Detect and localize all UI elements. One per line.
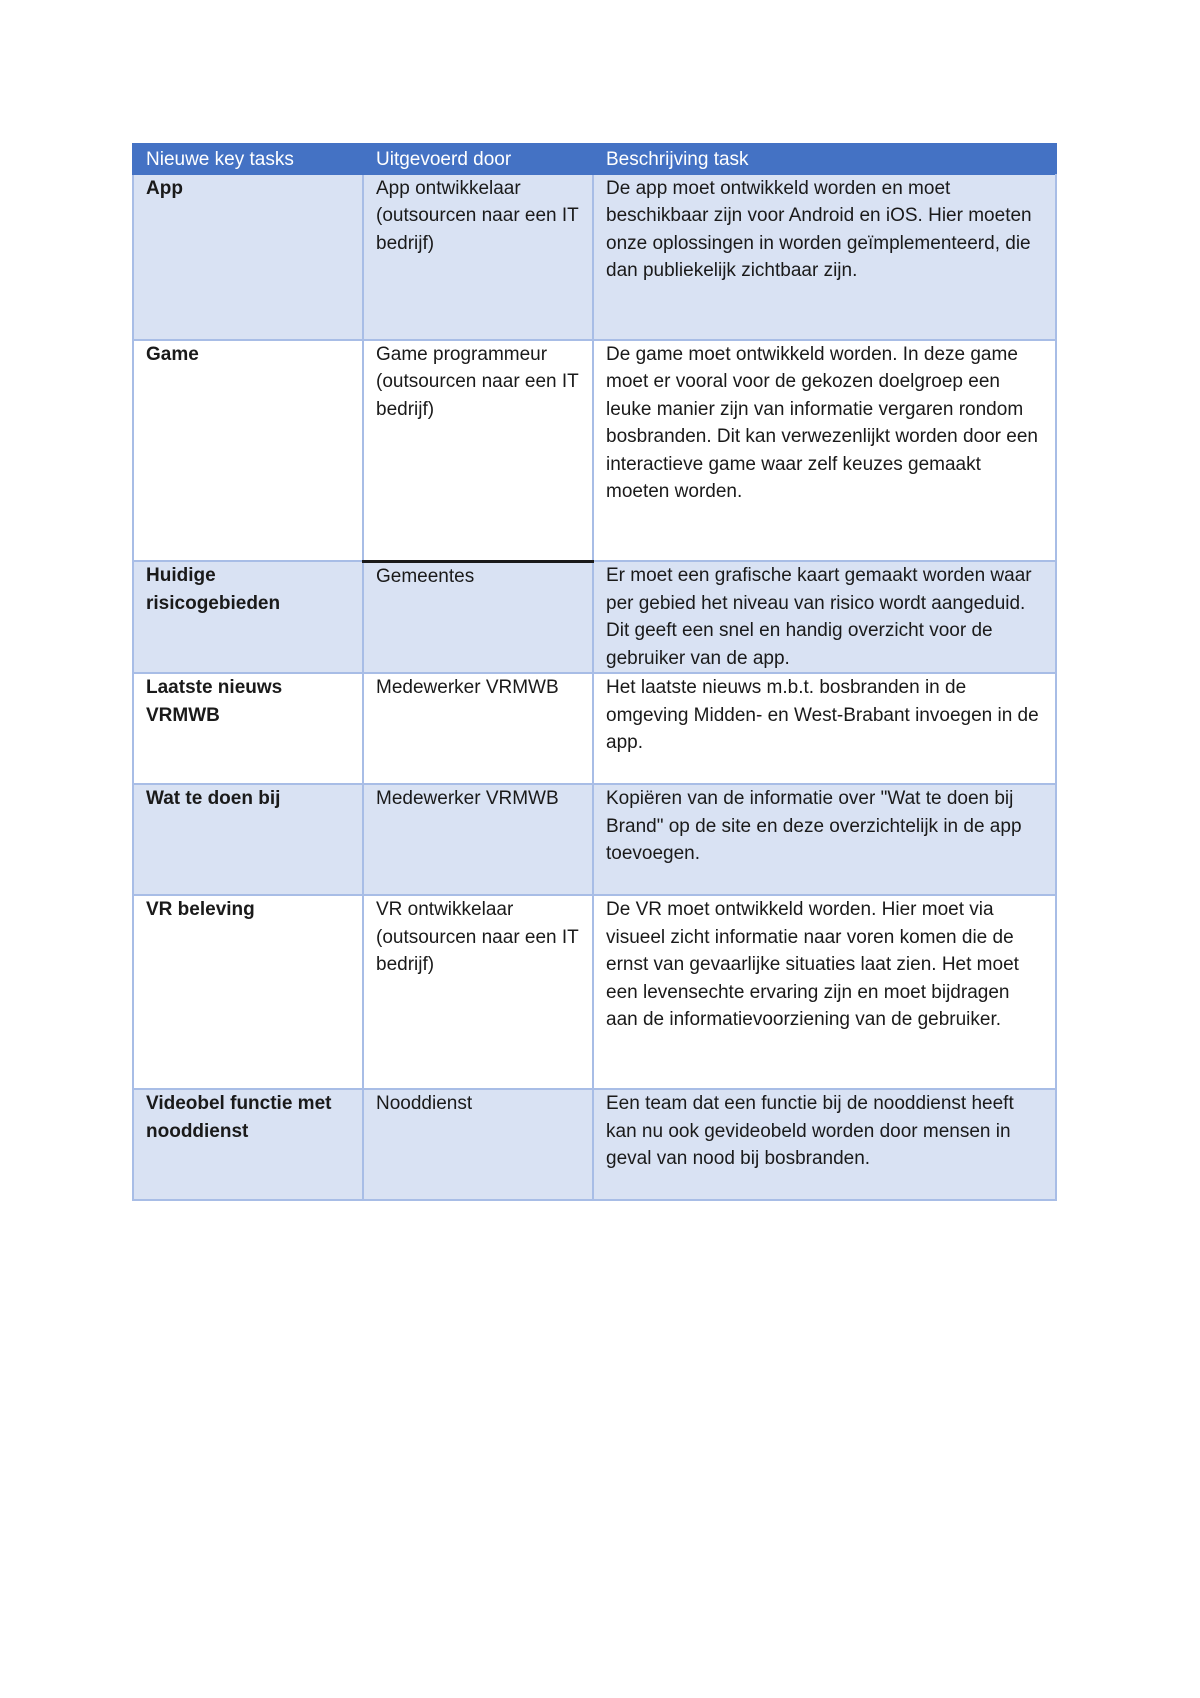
task-name: Videobel functie met nooddienst <box>133 1089 363 1200</box>
task-description: De app moet ontwikkeld worden en moet beschikbaar zijn voor Android en iOS. Hier moeten onze oplossingen in worden geïmplementeerd, die dan publiekelijk zichtbaar zijn. <box>593 174 1056 340</box>
task-name: Wat te doen bij <box>133 784 363 895</box>
task-name: Laatste nieuws VRMWB <box>133 673 363 784</box>
table-body <box>133 174 1056 1200</box>
table-row <box>133 673 1056 784</box>
table-row <box>133 895 1056 1089</box>
task-description: Er moet een grafische kaart gemaakt worden waar per gebied het niveau van risico wordt aangeduid. Dit geeft een snel en handig overzicht voor de gebruiker van de app. <box>593 561 1056 673</box>
table-row <box>133 340 1056 562</box>
task-name: VR beleving <box>133 895 363 1089</box>
task-description: Een team dat een functie bij de nooddienst heeft kan nu ook gevideobeld worden door mensen in geval van nood bij bosbranden. <box>593 1089 1056 1200</box>
header-row <box>133 144 1056 175</box>
table-row <box>133 784 1056 895</box>
table-row <box>133 561 1056 673</box>
task-name: Huidige risicogebieden <box>133 561 363 673</box>
task-performer: Medewerker VRMWB <box>363 673 593 784</box>
task-name: Game <box>133 340 363 562</box>
task-performer: Gemeentes <box>363 561 593 673</box>
table-header <box>133 144 1056 175</box>
header-key-tasks: Nieuwe key tasks <box>133 144 363 175</box>
task-performer: App ontwikkelaar (outsourcen naar een IT bedrijf) <box>363 174 593 340</box>
header-task-description: Beschrijving task <box>593 144 1056 175</box>
task-description: Het laatste nieuws m.b.t. bosbranden in de omgeving Midden- en West-Brabant invoegen in de app. <box>593 673 1056 784</box>
key-tasks-table <box>132 143 1057 1201</box>
task-description: Kopiëren van de informatie over "Wat te doen bij Brand" op de site en deze overzichtelijk in de app toevoegen. <box>593 784 1056 895</box>
task-performer: Nooddienst <box>363 1089 593 1200</box>
table-row <box>133 1089 1056 1200</box>
task-name: App <box>133 174 363 340</box>
task-description: De VR moet ontwikkeld worden. Hier moet via visueel zicht informatie naar voren komen die de ernst van gevaarlijke situaties laat zien. Het moet een levensechte ervaring zijn en moet bijdragen aan de informatievoorziening van de gebruiker. <box>593 895 1056 1089</box>
task-performer: Game programmeur (outsourcen naar een IT bedrijf) <box>363 340 593 562</box>
table-row <box>133 174 1056 340</box>
task-performer: Medewerker VRMWB <box>363 784 593 895</box>
task-description: De game moet ontwikkeld worden. In deze game moet er vooral voor de gekozen doelgroep een leuke manier zijn van informatie vergaren rondom bosbranden. Dit kan verwezenlijkt worden door een interactieve game waar zelf keuzes gemaakt moeten worden. <box>593 340 1056 562</box>
task-performer: VR ontwikkelaar (outsourcen naar een IT bedrijf) <box>363 895 593 1089</box>
header-performed-by: Uitgevoerd door <box>363 144 593 175</box>
